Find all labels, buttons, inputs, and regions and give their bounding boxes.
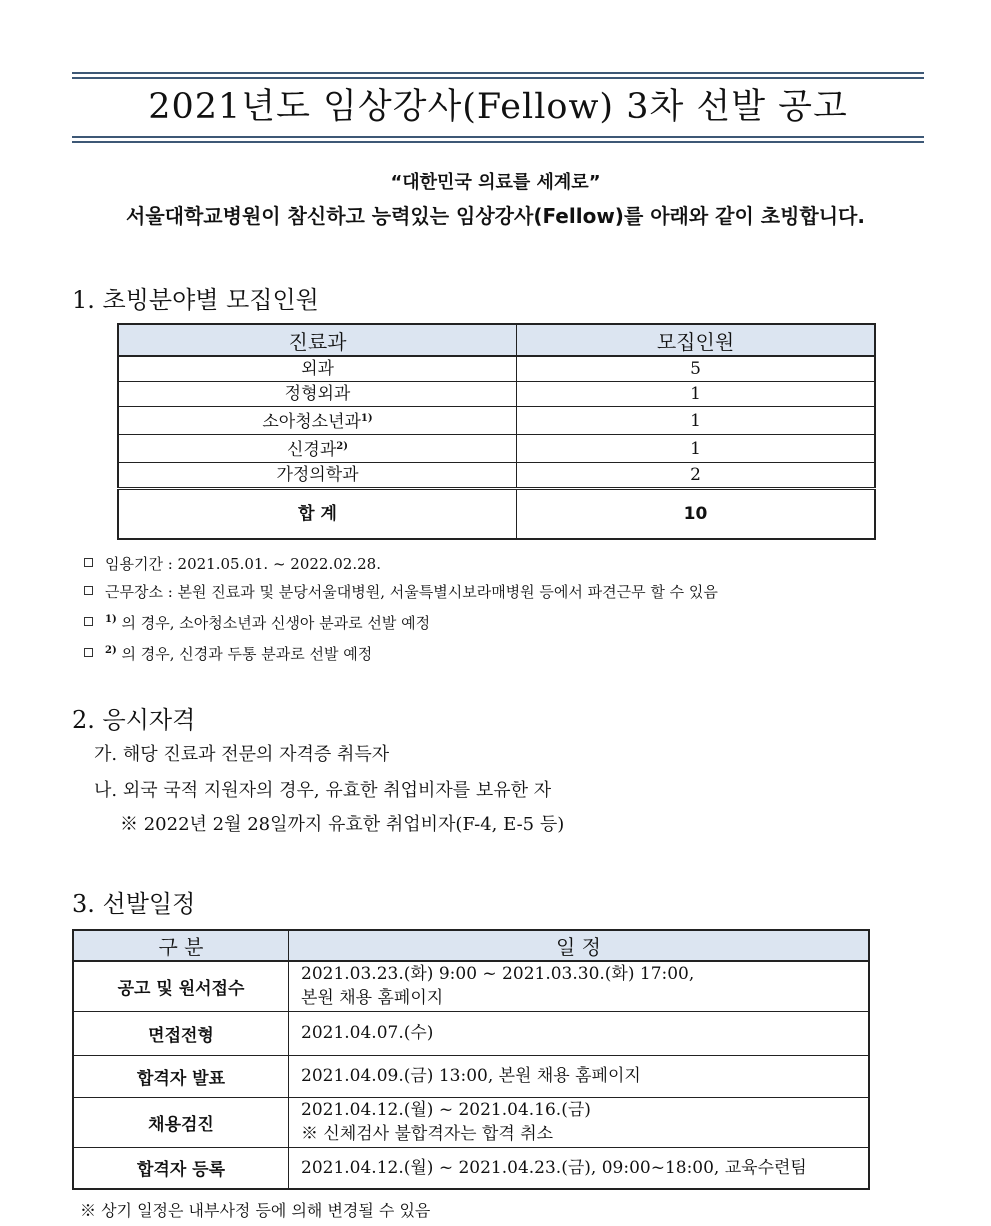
schedule-line: 2021.04.12.(월) ~ 2021.04.16.(금)	[301, 1100, 591, 1120]
recruitment-row	[118, 382, 875, 407]
schedule-label: 면접전형	[73, 1011, 289, 1055]
dept-cell	[118, 356, 517, 382]
dept-cell	[118, 382, 517, 407]
recruitment-row	[118, 435, 875, 463]
col-count-header: 모집인원	[517, 324, 876, 356]
col-dept-header: 진료과	[118, 324, 517, 356]
title-rule-top-2	[72, 77, 924, 79]
schedule-value	[289, 1147, 870, 1189]
schedule-value	[289, 1055, 870, 1097]
schedule-line: 2021.03.23.(화) 9:00 ~ 2021.03.30.(화) 17:00,	[301, 964, 695, 985]
recruitment-header-row	[118, 324, 875, 356]
qualification-item: 나. 외국 국적 지원자의 경우, 유효한 취업비자를 보유한 자	[94, 780, 552, 801]
footnote-marker: 1)	[360, 413, 373, 424]
recruitment-row	[118, 463, 875, 489]
schedule-row	[73, 1011, 869, 1055]
schedule-line: 2021.04.07.(수)	[301, 1023, 434, 1043]
page-title: 2021년도 임상강사(Fellow) 3차 선발 공고	[148, 87, 848, 127]
note-item	[84, 606, 718, 637]
dept-cell	[118, 463, 517, 489]
recruitment-notes	[84, 550, 718, 668]
schedule-line: ※ 신체검사 불합격자는 합격 취소	[301, 1124, 554, 1144]
qualification-item: 가. 해당 진료과 전문의 자격증 취득자	[94, 744, 390, 765]
count-cell: 1	[517, 407, 876, 435]
schedule-header-row	[73, 930, 869, 961]
recruitment-row	[118, 407, 875, 435]
slogan: “대한민국 의료를 세계로”	[390, 172, 601, 193]
dept-cell	[118, 407, 517, 435]
square-bullet-icon	[84, 586, 93, 595]
total-label: 합 계	[118, 489, 517, 540]
square-bullet-icon	[84, 617, 93, 626]
count-cell: 5	[517, 356, 876, 382]
schedule-row	[73, 1055, 869, 1097]
col-schedule-header: 일 정	[289, 930, 870, 961]
dept-name: 정형외과	[284, 384, 351, 404]
schedule-value	[289, 1097, 870, 1147]
total-value: 10	[517, 489, 876, 540]
recruitment-table	[117, 323, 876, 540]
recruitment-row	[118, 356, 875, 382]
schedule-label: 합격자 발표	[73, 1055, 289, 1097]
schedule-value	[289, 961, 870, 1011]
schedule-line: 2021.04.12.(월) ~ 2021.04.23.(금), 09:00~18:00, 교육수련팀	[301, 1157, 807, 1178]
footnote-marker: 1)	[105, 614, 117, 625]
schedule-label: 채용검진	[73, 1097, 289, 1147]
schedule-line: 본원 채용 홈페이지	[301, 988, 444, 1009]
title-rule-bottom-1	[72, 136, 924, 138]
title-rule-bottom-2	[72, 141, 924, 143]
note-item	[84, 637, 718, 668]
count-cell: 1	[517, 382, 876, 407]
count-cell: 1	[517, 435, 876, 463]
schedule-footnote: ※ 상기 일정은 내부사정 등에 의해 변경될 수 있음	[80, 1201, 431, 1220]
total-row	[118, 489, 875, 540]
dept-name: 신경과	[287, 440, 337, 460]
dept-name: 소아청소년과	[262, 412, 361, 432]
col-category-header: 구 분	[73, 930, 289, 961]
schedule-row	[73, 961, 869, 1011]
schedule-line: 2021.04.09.(금) 13:00, 본원 채용 홈페이지	[301, 1066, 641, 1086]
schedule-table	[72, 929, 870, 1190]
schedule-row	[73, 1097, 869, 1147]
note-item	[84, 550, 718, 578]
section2-heading: 2. 응시자격	[72, 706, 196, 734]
square-bullet-icon	[84, 648, 93, 657]
note-text: 임용기간 : 2021.05.01. ~ 2022.02.28.	[105, 555, 381, 573]
section3-heading: 3. 선발일정	[72, 890, 196, 918]
schedule-value	[289, 1011, 870, 1055]
schedule-row	[73, 1147, 869, 1189]
footnote-marker: 2)	[336, 441, 348, 452]
title-rule-top-1	[72, 72, 924, 74]
qualification-note: ※ 2022년 2월 28일까지 유효한 취업비자(F-4, E-5 등)	[120, 814, 565, 835]
note-text: 의 경우, 신경과 두통 분과로 선발 예정	[116, 645, 373, 663]
note-text: 의 경우, 소아청소년과 신생아 분과로 선발 예정	[116, 614, 431, 632]
dept-cell	[118, 435, 517, 463]
footnote-marker: 2)	[105, 645, 117, 656]
dept-name: 가정의학과	[276, 465, 359, 485]
note-item	[84, 578, 718, 606]
square-bullet-icon	[84, 558, 93, 567]
title-block	[72, 72, 924, 144]
section1-heading: 1. 초빙분야별 모집인원	[72, 286, 319, 314]
schedule-label: 공고 및 원서접수	[73, 961, 289, 1011]
note-text: 근무장소 : 본원 진료과 및 분당서울대병원, 서울특별시보라매병원 등에서 파견근무 할 수 있음	[105, 583, 718, 601]
schedule-label: 합격자 등록	[73, 1147, 289, 1189]
intro-text: 서울대학교병원이 참신하고 능력있는 임상강사(Fellow)를 아래와 같이 초빙합니다.	[126, 204, 865, 228]
count-cell: 2	[517, 463, 876, 489]
dept-name: 외과	[301, 359, 334, 379]
